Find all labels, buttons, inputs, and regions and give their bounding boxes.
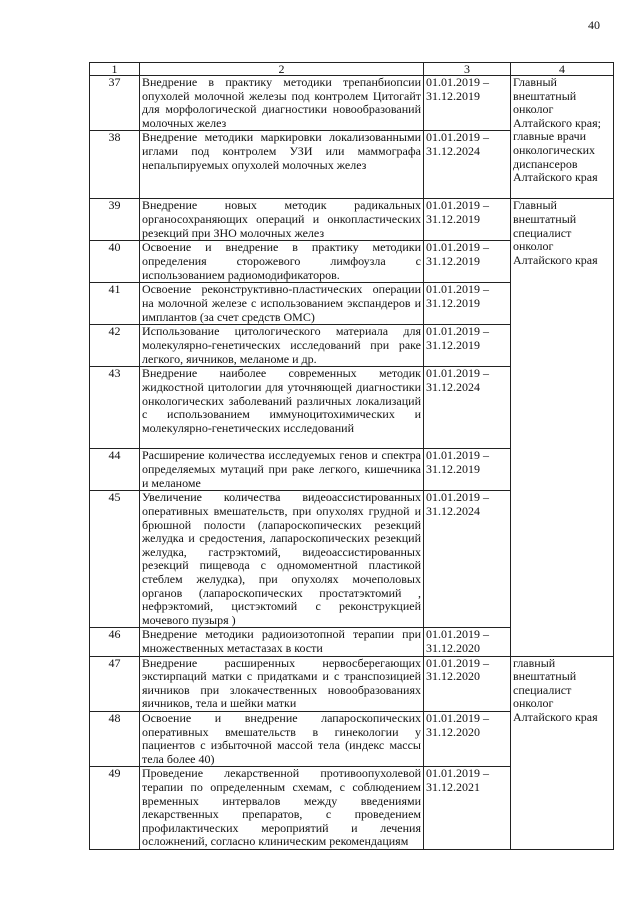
term-cell [424,449,511,491]
table-row [90,76,614,131]
row-number: 46 [90,628,140,656]
term-end: 31.12.2019 [426,211,480,226]
term-cell [424,325,511,367]
term-start: 01.01.2019 – [426,198,489,213]
row-number: 45 [90,491,140,628]
measure-description: Внедрение методики маркировки локализованными иглами под контролем УЗИ или маммографа непальпируемых опухолей молочных желез [140,131,424,199]
row-number: 47 [90,656,140,711]
table-row [90,199,614,241]
term-start: 01.01.2019 – [426,655,489,670]
measure-description: Расширение количества исследуемых генов и спектра определяемых мутаций при раке легкого, кишечника и меланоме [140,449,424,491]
table-row [90,656,614,711]
term-start: 01.01.2019 – [426,324,489,339]
term-start: 01.01.2019 – [426,710,489,725]
column-header-1: 1 [90,63,140,76]
row-number: 42 [90,325,140,367]
responsible-cell [511,76,614,199]
table-header-row [90,63,614,76]
measure-description: Внедрение в практику методики трепанбиопсии опухолей молочной железы под контролем Цитогайт для морфологической диагностики новообразований молочных желез [140,76,424,131]
column-header-4: 4 [511,63,614,76]
row-number: 41 [90,283,140,325]
measure-description: Внедрение наиболее современных методик жидкостной цитологии для уточняющей диагностики онкологических заболеваний различных локализаций с использованием иммуноцитохимических и молекулярно-генетических исследований [140,367,424,449]
term-start: 01.01.2019 – [426,448,489,463]
term-start: 01.01.2019 – [426,282,489,297]
term-start: 01.01.2019 – [426,490,489,505]
term-cell [424,76,511,131]
column-header-3: 3 [424,63,511,76]
term-cell [424,199,511,241]
term-start: 01.01.2019 – [426,75,489,89]
measure-description: Использование цитологического материала для молекулярно-генетических исследований при раке легкого, яичников, меланоме и др. [140,325,424,367]
term-cell [424,491,511,628]
measure-description: Освоение и внедрение лапароскопических оперативных вмешательств в гинекологии у пациентов с избыточной массой тела (индекс массы тела более 40) [140,711,424,766]
term-end: 31.12.2024 [426,143,480,158]
row-number: 38 [90,131,140,199]
term-start: 01.01.2019 – [426,130,489,145]
term-end: 31.12.2020 [426,724,480,739]
term-start: 01.01.2019 – [426,366,489,381]
row-number: 39 [90,199,140,241]
term-cell [424,711,511,766]
measure-description: Проведение лекарственной противоопухолевой терапии по определенным схемам, с соблюдением временных интервалов между введениями лекарственных препаратов, с проведением профилактических мероприятий и лечения осложнений, согласно клиническим рекомендациям [140,767,424,850]
term-cell [424,767,511,850]
term-cell [424,131,511,199]
term-end: 31.12.2019 [426,295,480,310]
term-end: 31.12.2024 [426,379,480,394]
measure-description: Внедрение новых методик радикальных органосохраняющих операций и онкопластических резекций при ЗНО молочных желез [140,199,424,241]
row-number: 44 [90,449,140,491]
measure-description: Освоение и внедрение в практику методики определения сторожевого лимфоузла с использованием радиомодификаторов. [140,241,424,283]
measure-description: Внедрение методики радиоизотопной терапии при множественных метастазах в кости [140,628,424,656]
term-cell [424,241,511,283]
term-cell [424,367,511,449]
measures-table [89,62,614,850]
responsible-text: главные врачи онкологических диспансеров Алтайского края [513,129,598,185]
page-number: 40 [588,18,600,32]
row-number: 43 [90,367,140,449]
term-end: 31.12.2020 [426,669,480,684]
row-number: 48 [90,711,140,766]
term-cell [424,656,511,711]
term-end: 31.12.2021 [426,779,480,794]
responsible-cell: главный внештатный специалист онколог Алтайского края [511,656,614,849]
row-number: 40 [90,241,140,283]
term-start: 01.01.2019 – [426,240,489,255]
measure-description: Увеличение количества видеоассистированных оперативных вмешательств, при опухолях грудной и брюшной полости (лапароскопических резекций желудка и средостения, лапароскопических резекций желудка, гастрэктомий, видеоассистированных резекций пищевода с одномоментной пластикой стеблем желудка), при опухолях мочеполовых органов (лапароскопических простатэктомий , нефрэктомий, цистэктомий с реконструкцией мочевого пузыря ) [140,491,424,628]
row-number: 37 [90,76,140,131]
row-number: 49 [90,767,140,850]
measure-description: Освоение реконструктивно-пластических операции на молочной железе с использованием экспандеров и имплантов (за счет средств ОМС) [140,283,424,325]
term-end: 31.12.2019 [426,253,480,268]
term-start: 01.01.2019 – [426,766,489,781]
column-header-2: 2 [140,63,424,76]
responsible-cell: Главный внештатный специалист онколог Алтайского края [511,199,614,656]
measure-description: Внедрение расширенных нервосберегающих экстирпаций матки с придатками и с транспозицией яичников при злокачественных новообразованиях яичников, тела и шейки матки [140,656,424,711]
term-end: 31.12.2019 [426,461,480,476]
responsible-text: Главный внештатный онколог Алтайского края; [513,75,601,130]
term-start: 01.01.2019 – [426,627,489,642]
term-end: 31.12.2019 [426,337,480,352]
term-cell [424,628,511,656]
term-end: 31.12.2024 [426,503,480,518]
term-end: 31.12.2020 [426,640,480,655]
term-cell [424,283,511,325]
term-end: 31.12.2019 [426,88,480,103]
